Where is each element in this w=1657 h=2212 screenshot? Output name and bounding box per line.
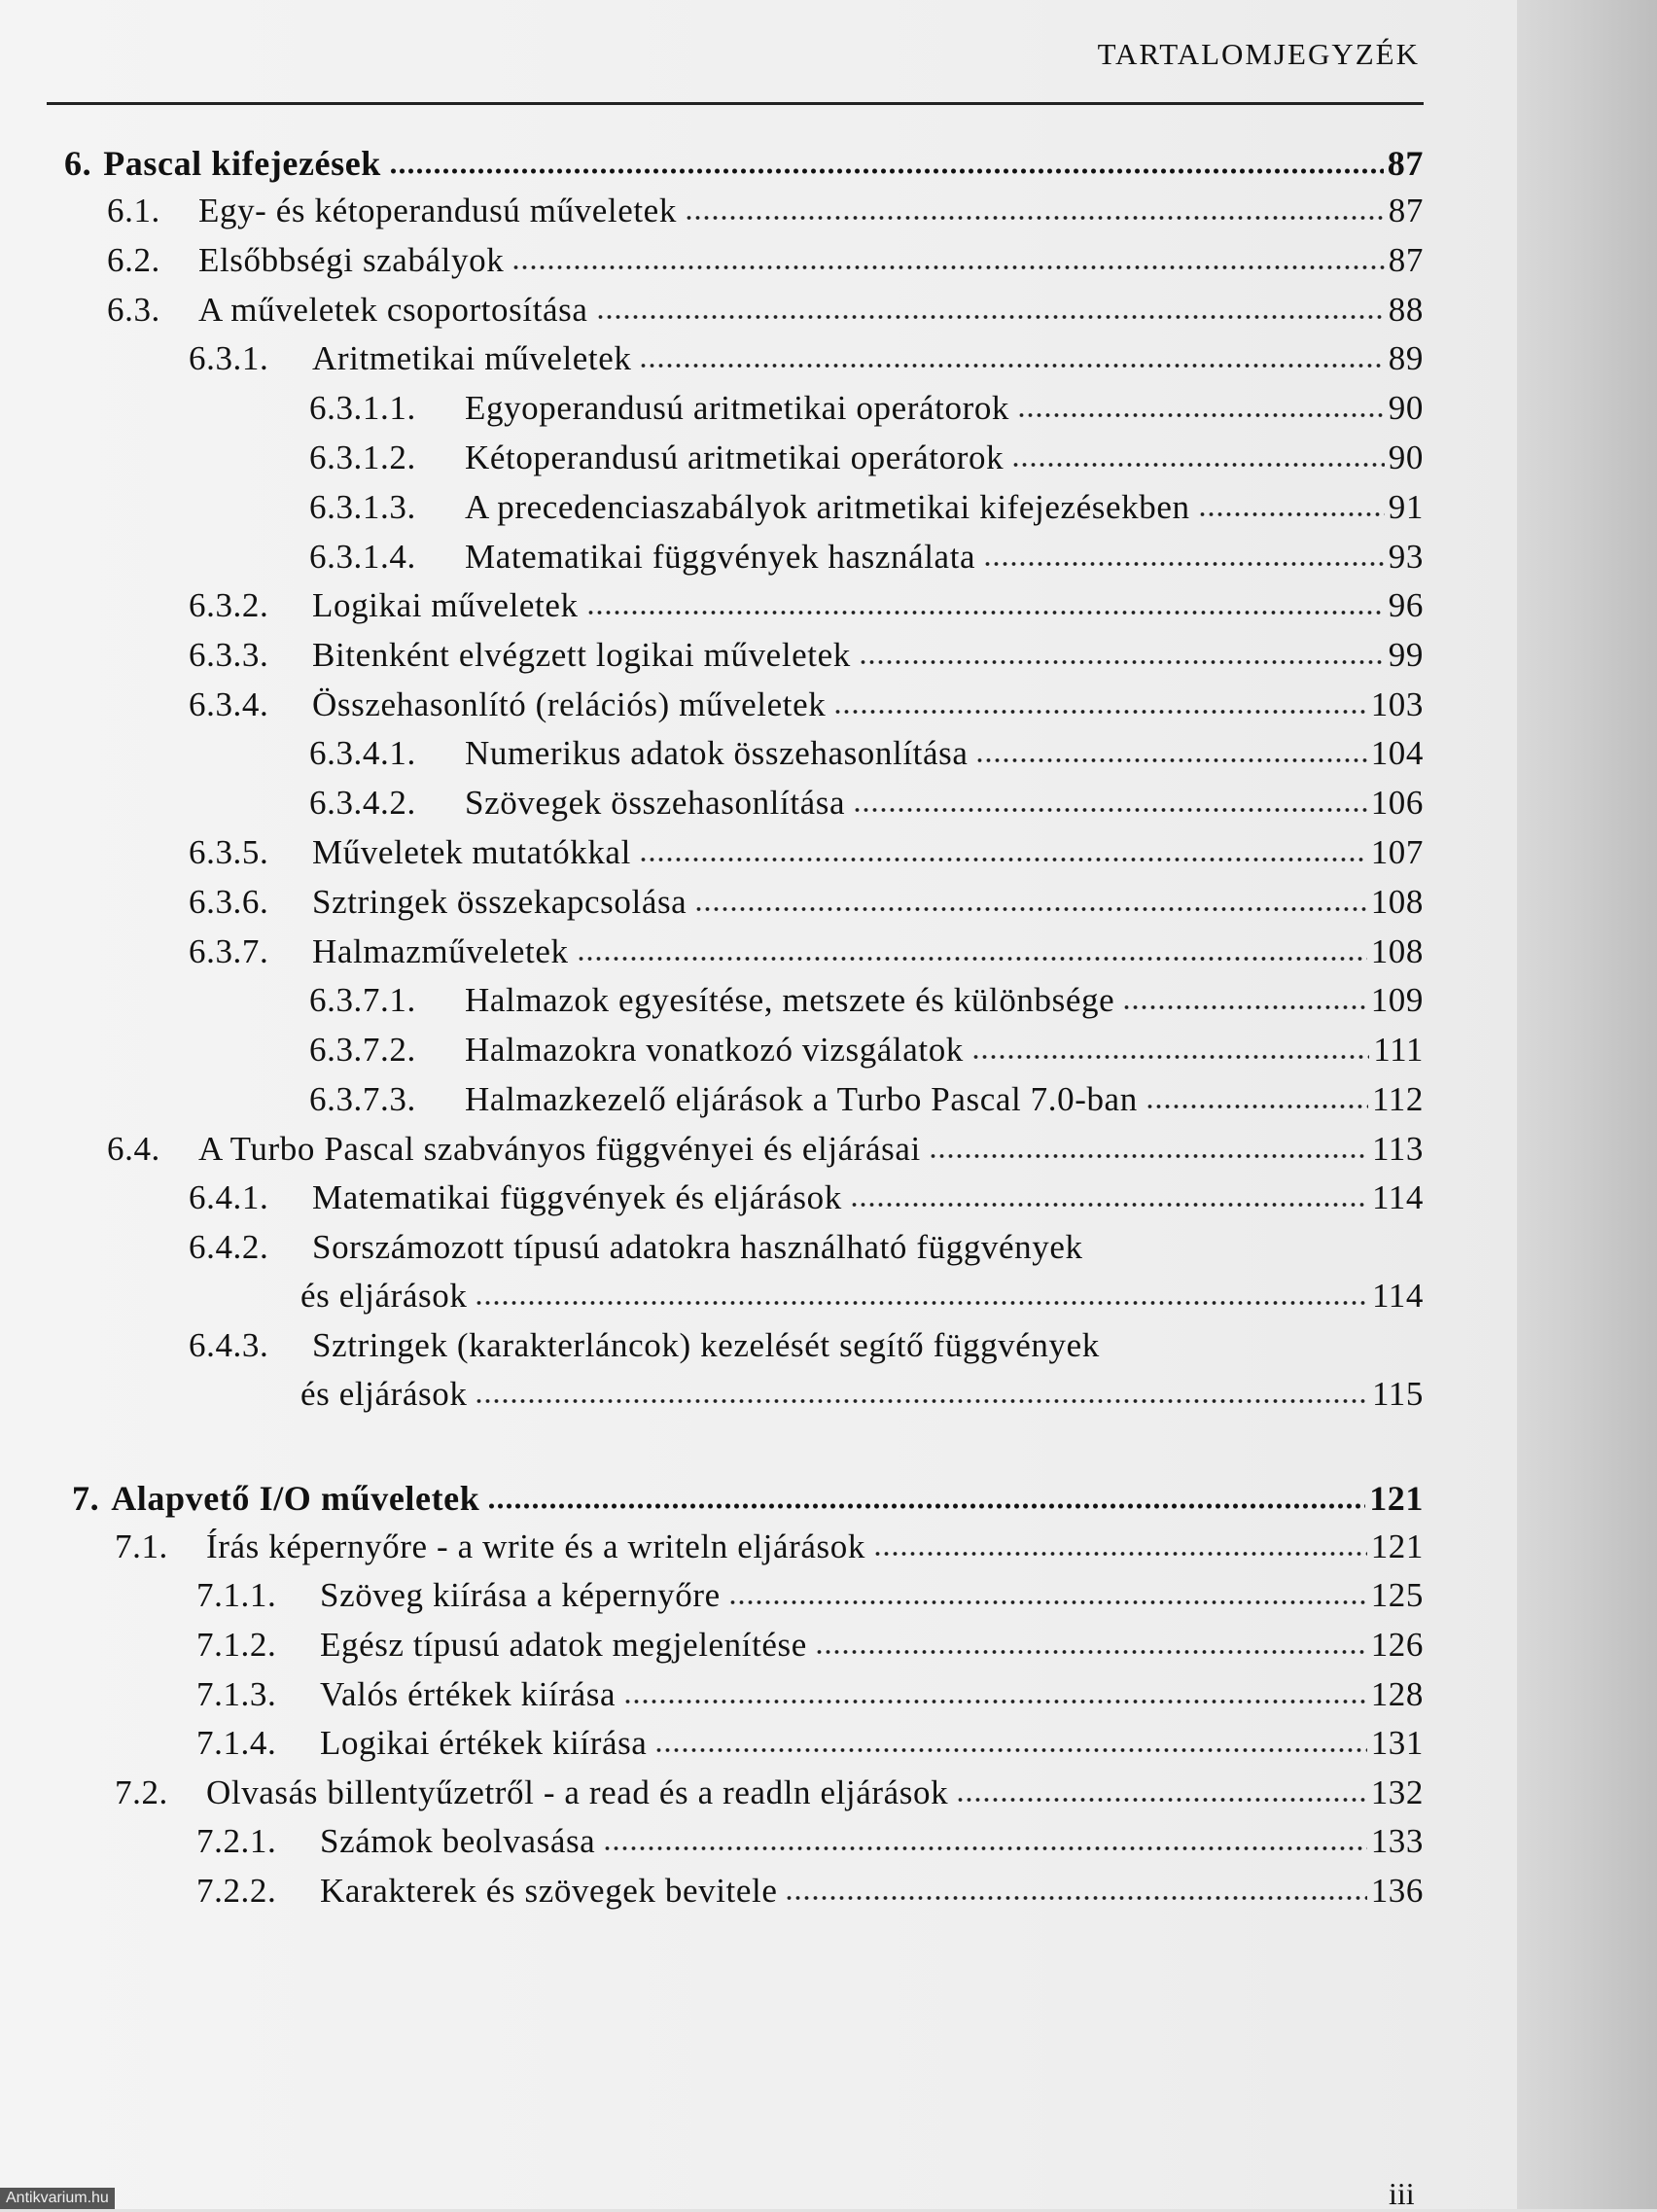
- toc-page-number: 114: [1371, 1277, 1424, 1315]
- toc-number: 6.4.: [107, 1130, 160, 1168]
- toc-number: 6.3.1.4.: [309, 538, 416, 576]
- toc-entry: [196, 1822, 1424, 1871]
- toc-entry: [107, 1130, 1424, 1178]
- dot-leader: [596, 313, 1385, 321]
- toc-chapter: [64, 143, 1424, 192]
- toc-number: 7.1.2.: [196, 1626, 277, 1664]
- toc-entry: [107, 241, 1424, 290]
- toc-number: 6.3.7.: [189, 932, 269, 970]
- toc-number: 6.2.: [107, 241, 160, 279]
- toc-number: 6.3.1.: [189, 339, 269, 377]
- toc-number: 6.3.7.3.: [309, 1080, 416, 1118]
- toc-title: Írás képernyőre - a write és a writeln eljárások: [206, 1527, 865, 1565]
- toc-number: 6.3.: [107, 291, 160, 329]
- dot-leader: [1017, 411, 1385, 419]
- toc-entry: [309, 1031, 1424, 1079]
- toc-entry: [107, 291, 1424, 339]
- toc-page-number: 126: [1370, 1626, 1424, 1664]
- toc-entry: [196, 1576, 1424, 1625]
- toc-page-number: 96: [1388, 586, 1424, 624]
- toc-entry: [189, 833, 1424, 882]
- toc-page-number: 108: [1370, 932, 1424, 970]
- toc-title: Alapvető I/O műveletek: [111, 1479, 480, 1518]
- toc-page-number: 133: [1370, 1822, 1424, 1860]
- toc-title: Sztringek összekapcsolása: [312, 883, 687, 921]
- dot-leader: [654, 1746, 1366, 1754]
- dot-leader: [639, 362, 1384, 369]
- toc-number: 6.1.: [107, 192, 160, 229]
- toc-title: Egy- és kétoperandusú műveletek: [198, 192, 677, 229]
- toc-number: 6.3.7.2.: [309, 1031, 416, 1069]
- toc-page-number: 93: [1388, 538, 1424, 576]
- toc-page-number: 114: [1371, 1178, 1424, 1216]
- toc-title: Sztringek (karakterláncok) kezelését segítő függvények: [312, 1326, 1100, 1364]
- toc-entry: [115, 1527, 1424, 1576]
- toc-page-number: 106: [1370, 784, 1424, 822]
- dot-leader: [511, 263, 1384, 271]
- dot-leader: [603, 1844, 1366, 1852]
- toc-page-number: 125: [1370, 1576, 1424, 1614]
- toc-title: Olvasás billentyűzetről - a read és a readln eljárások: [206, 1773, 949, 1811]
- toc-page-number: 103: [1370, 685, 1424, 723]
- toc-title: Matematikai függvények használata: [465, 538, 976, 576]
- toc-page-number: 112: [1371, 1080, 1424, 1118]
- toc-title: Bitenként elvégzett logikai műveletek: [312, 636, 851, 674]
- toc-entry: [189, 586, 1424, 635]
- toc-entry: [309, 439, 1424, 487]
- toc-page-number: 108: [1370, 883, 1424, 921]
- toc-title: Logikai értékek kiírása: [320, 1724, 648, 1762]
- toc-entry: [196, 1872, 1424, 1920]
- watermark: Antikvarium.hu: [0, 2188, 115, 2209]
- toc-entry: [189, 685, 1424, 734]
- dot-leader: [639, 856, 1367, 863]
- toc-number: 6.3.4.1.: [309, 734, 416, 772]
- toc-entry: [196, 1626, 1424, 1674]
- toc-number: 7.1.4.: [196, 1724, 277, 1762]
- dot-leader: [785, 1894, 1366, 1902]
- toc-title: Egész típusú adatok megjelenítése: [320, 1626, 807, 1664]
- toc-title: Kétoperandusú aritmetikai operátorok: [465, 439, 1005, 476]
- toc-entry: [189, 1375, 1424, 1423]
- toc-entry: [189, 1228, 1424, 1277]
- toc-entry: [189, 636, 1424, 685]
- toc-number: 6.3.5.: [189, 833, 269, 871]
- dot-leader: [586, 609, 1385, 616]
- toc-page-number: 131: [1370, 1724, 1424, 1762]
- toc-page-number: 90: [1388, 439, 1424, 476]
- dot-leader: [1011, 461, 1385, 469]
- toc-number: 7.1.3.: [196, 1675, 277, 1713]
- toc-number: 6.3.2.: [189, 586, 269, 624]
- toc-number: 7.: [72, 1479, 100, 1518]
- dot-leader: [475, 1397, 1368, 1405]
- toc-page-number: 121: [1369, 1479, 1424, 1518]
- toc-number: 6.3.6.: [189, 883, 269, 921]
- toc-title: Műveletek mutatókkal: [312, 833, 631, 871]
- toc-number: 6.3.3.: [189, 636, 269, 674]
- toc-entry: [309, 538, 1424, 586]
- toc-number: 6.4.2.: [189, 1228, 269, 1266]
- toc-page-number: 111: [1373, 1031, 1424, 1069]
- toc-title: Aritmetikai műveletek: [312, 339, 632, 377]
- toc-page-number: 115: [1371, 1375, 1424, 1413]
- dot-leader: [475, 1299, 1368, 1307]
- toc-title: Egyoperandusú aritmetikai operátorok: [465, 389, 1010, 427]
- toc-number: 6.3.1.1.: [309, 389, 416, 427]
- toc-title: A műveletek csoportosítása: [198, 291, 588, 329]
- toc-entry: [115, 1773, 1424, 1822]
- toc-title: Halmazokra vonatkozó vizsgálatok: [465, 1031, 964, 1069]
- toc-page-number: 91: [1388, 488, 1424, 526]
- toc-title: Pascal kifejezések: [103, 144, 381, 183]
- toc-entry: [309, 389, 1424, 438]
- dot-leader: [694, 905, 1366, 913]
- toc-title: Numerikus adatok összehasonlítása: [465, 734, 969, 772]
- dot-leader: [929, 1152, 1368, 1160]
- toc-title: Szöveg kiírása a képernyőre: [320, 1576, 721, 1614]
- toc-title: Számok beolvasása: [320, 1822, 596, 1860]
- dot-leader: [873, 1550, 1367, 1558]
- toc-entry: [189, 1277, 1424, 1325]
- toc-number: 6.3.4.: [189, 685, 269, 723]
- toc-title: és eljárások: [300, 1277, 468, 1315]
- toc-title: Valós értékek kiírása: [320, 1675, 617, 1713]
- toc-number: 6.: [64, 144, 92, 183]
- dot-leader: [971, 1053, 1369, 1061]
- dot-leader: [983, 560, 1385, 568]
- toc-number: 7.2.1.: [196, 1822, 277, 1860]
- dot-leader: [487, 1502, 1365, 1510]
- toc-entry: [309, 488, 1424, 537]
- dot-leader: [853, 806, 1367, 814]
- dot-leader: [833, 708, 1366, 716]
- toc-title: Összehasonlító (relációs) műveletek: [312, 685, 827, 723]
- toc-entry: [309, 784, 1424, 832]
- toc-title: Szövegek összehasonlítása: [465, 784, 846, 822]
- toc-entry: [189, 1326, 1424, 1375]
- toc-number: 6.3.1.3.: [309, 488, 416, 526]
- toc-entry: [196, 1724, 1424, 1773]
- facing-page-edge: [1517, 0, 1657, 2209]
- page-number: iii: [1389, 2176, 1415, 2211]
- dot-leader: [685, 214, 1385, 222]
- toc-title: Halmazok egyesítése, metszete és különbsége: [465, 981, 1115, 1019]
- toc-entry: [309, 981, 1424, 1030]
- dot-leader: [859, 658, 1385, 666]
- toc-page-number: 87: [1388, 241, 1424, 279]
- dot-leader: [1198, 510, 1385, 518]
- toc-entry: [309, 734, 1424, 783]
- toc-page-number: 90: [1388, 389, 1424, 427]
- toc-page-number: 87: [1387, 144, 1424, 183]
- toc-number: 6.3.7.1.: [309, 981, 416, 1019]
- dot-leader: [1122, 1003, 1366, 1011]
- toc-page-number: 121: [1370, 1527, 1424, 1565]
- dot-leader: [389, 167, 1384, 175]
- toc-page-number: 104: [1370, 734, 1424, 772]
- toc-title: Halmazkezelő eljárások a Turbo Pascal 7.0-ban: [465, 1080, 1138, 1118]
- toc-entry: [189, 883, 1424, 931]
- toc-page-number: 132: [1370, 1773, 1424, 1811]
- toc-page-number: 109: [1370, 981, 1424, 1019]
- dot-leader: [975, 756, 1366, 764]
- toc-title: A Turbo Pascal szabványos függvényei és eljárásai: [198, 1130, 921, 1168]
- toc-page-number: 88: [1388, 291, 1424, 329]
- toc-entry: [189, 932, 1424, 981]
- toc-page-number: 99: [1388, 636, 1424, 674]
- dot-leader: [623, 1698, 1367, 1705]
- toc-number: 7.2.: [115, 1773, 168, 1811]
- dot-leader: [728, 1598, 1367, 1606]
- dot-leader: [956, 1796, 1366, 1804]
- toc-title: Sorszámozott típusú adatokra használható függvények: [312, 1228, 1083, 1266]
- toc-number: 6.4.1.: [189, 1178, 269, 1216]
- toc-page-number: 136: [1370, 1872, 1424, 1910]
- toc-title: A precedenciaszabályok aritmetikai kifejezésekben: [465, 488, 1190, 526]
- toc-page-number: 87: [1388, 192, 1424, 229]
- toc-page-number: 128: [1370, 1675, 1424, 1713]
- toc-title: Halmazműveletek: [312, 932, 569, 970]
- toc-number: 7.1.: [115, 1527, 168, 1565]
- toc-page-number: 113: [1371, 1130, 1424, 1168]
- toc-number: 6.3.1.2.: [309, 439, 416, 476]
- toc-number: 6.4.3.: [189, 1326, 269, 1364]
- toc-number: 7.2.2.: [196, 1872, 277, 1910]
- toc-title: és eljárások: [300, 1375, 468, 1413]
- toc-entry: [107, 192, 1424, 240]
- toc-number: 6.3.4.2.: [309, 784, 416, 822]
- dot-leader: [850, 1201, 1368, 1209]
- running-header: TARTALOMJEGYZÉK: [1097, 37, 1420, 71]
- toc-title: Matematikai függvények és eljárások: [312, 1178, 842, 1216]
- dot-leader: [815, 1648, 1367, 1656]
- toc-number: 7.1.1.: [196, 1576, 277, 1614]
- toc-entry: [196, 1675, 1424, 1724]
- toc-title: Karakterek és szövegek bevitele: [320, 1872, 778, 1910]
- toc-entry: [189, 1178, 1424, 1227]
- toc-title: Logikai műveletek: [312, 586, 579, 624]
- toc-chapter: [72, 1478, 1424, 1527]
- toc-page-number: 107: [1370, 833, 1424, 871]
- header-rule: [47, 102, 1424, 105]
- dot-leader: [1146, 1103, 1368, 1110]
- toc-page-number: 89: [1388, 339, 1424, 377]
- dot-leader: [577, 955, 1367, 963]
- toc-entry: [309, 1080, 1424, 1129]
- toc-title: Elsőbbségi szabályok: [198, 241, 505, 279]
- toc-entry: [189, 339, 1424, 388]
